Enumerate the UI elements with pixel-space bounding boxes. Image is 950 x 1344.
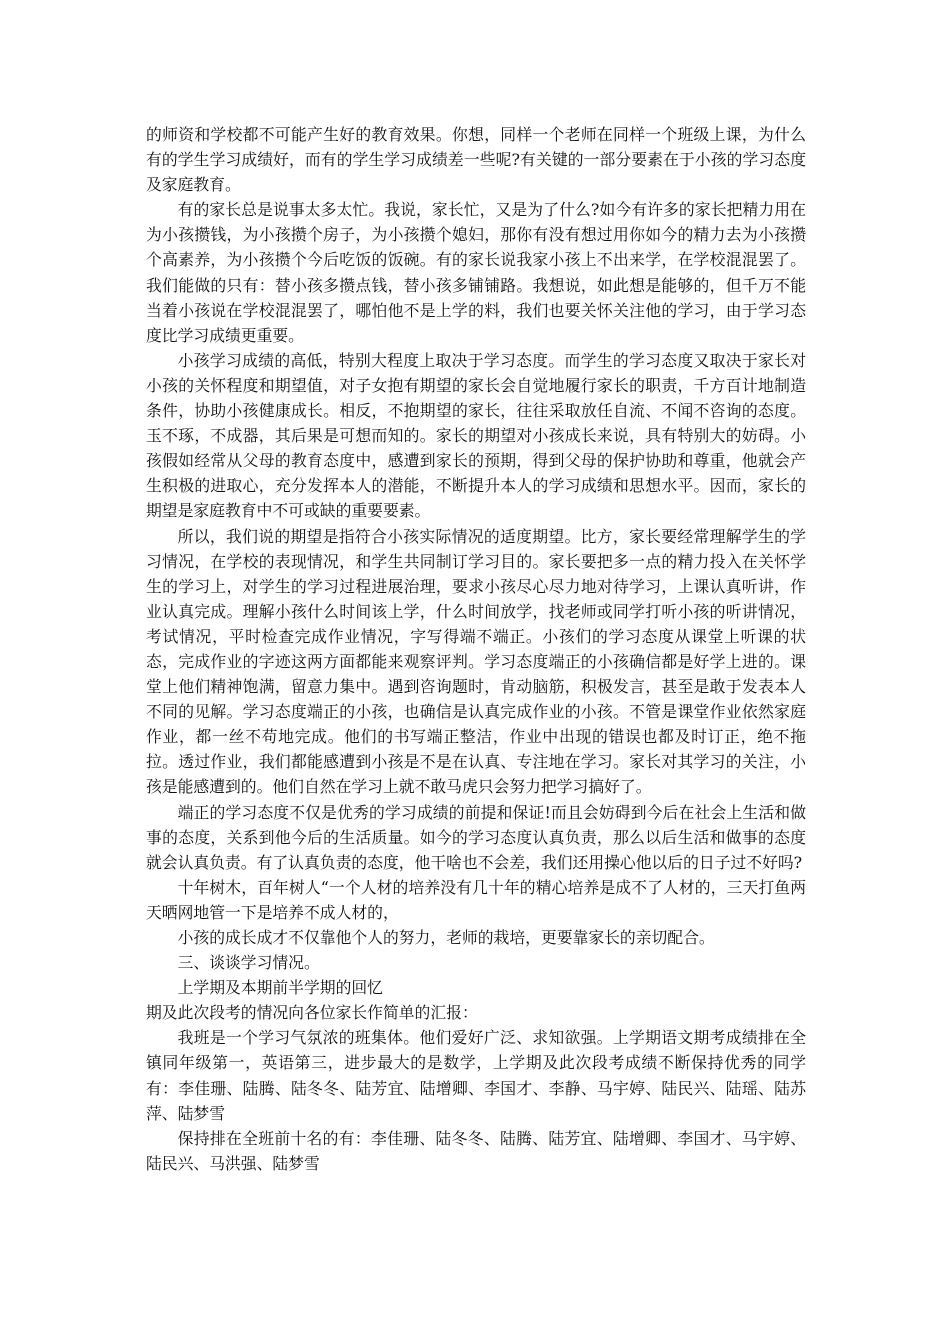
paragraph-proverb: 十年树木，百年树人“一个人材的培养没有几十年的精心培养是成不了人材的，三天打鱼两天晒网地管一下是培养不成人材的，	[146, 877, 806, 922]
paragraph-learning-attitude: 小孩学习成绩的高低，特别大程度上取决于学习态度。而学生的学习态度又取决于家长对小孩的关怀程度和期望值，对子女抱有期望的家长会自觉地履行家长的职责，千方百计地制造条件，协助小孩健康成长。相反，不抱期望的家长，往往采取放任自流、不闻不咨询的态度。玉不琢，不成器，其后果是可想而知的。家长的期望对小孩成长来说，具有特别大的妨碍。小孩假如经常从父母的教育态度中，感遭到家长的预期，得到父母的保护协助和尊重，他就会产生积极的进取心，充分发挥本人的潜能，不断提升本人的学习成绩和思想水平。因而，家长的期望是家庭教育中不可或缺的重要要素。	[146, 350, 806, 521]
paragraph-review-heading: 上学期及本期前半学期的回忆	[177, 978, 383, 998]
paragraph-growth: 小孩的成长成才不仅靠他个人的努力，老师的栽培，更要靠家长的亲切配合。	[177, 928, 715, 947]
paragraph-continuation: 的师资和学校都不可能产生好的教育效果。你想，同样一个老师在同样一个班级上课，为什么有的学生学习成绩好，而有的学生学习成绩差一些呢?有关键的一部分要素在于小孩的学习态度及家庭教育。	[146, 125, 806, 195]
paragraph-correct-attitude: 端正的学习态度不仅是优秀的学习成绩的前提和保证!而且会妨碍到今后在社会上生活和做事的态度，关系到他今后的生活质量。如今的学习态度认真负责，那么以后生活和做事的态度就会认真负责。有了认真负责的态度，他干啥也不会差，我们还用操心他以后的日子过不好吗?	[146, 802, 806, 872]
paragraph-report-intro: 期及此次段考的情况向各位家长作简单的汇报：	[146, 1003, 478, 1023]
paragraph-parents-busy: 有的家长总是说事太多太忙。我说，家长忙，又是为了什么?如今有许多的家长把精力用在为小孩攒钱，为小孩攒个房子，为小孩攒个媳妇，那你有没有想过用你如今的精力去为小孩攒个高素养，为小孩攒个今后吃饭的饭碗。有的家长说我家小孩上不出来学，在学校混混罢了。我们能做的只有：替小孩多攒点钱，替小孩多铺铺路。我想说，如此想是能够的，但千万不能当着小孩说在学校混混罢了，哪怕他不是上学的料，我们也要关怀关注他的学习，由于学习态度比学习成绩更重要。	[146, 200, 806, 345]
paragraph-top-ten: 保持排在全班前十名的有：李佳珊、陆冬冬、陆腾、陆芳宜、陆增卿、李国才、马宇婷、陆民兴、马洪强、陆梦雪	[146, 1128, 806, 1173]
paragraph-moderate-expectation: 所以，我们说的期望是指符合小孩实际情况的适度期望。比方，家长要经常理解学生的学习情况，在学校的表现情况，和学生共同制订学习目的。家长要把多一点的精力投入在关怀学生的学习上，对学生的学习过程进展治理，要求小孩尽心尽力地对待学习，上课认真听讲，作业认真完成。理解小孩什么时间该上学，什么时间放学，找老师或同学打听小孩的听讲情况，考试情况，平时检查完成作业情况，字写得端不端正。小孩们的学习态度从课堂上听课的状态，完成作业的字迹这两方面都能来观察评判。学习态度端正的小孩确信都是好学上进的。课堂上他们精神饱满，留意力集中。遇到咨询题时，肯动脑筋，积极发言，甚至是敢于发表本人不同的见解。学习态度端正的小孩，也确信是认真完成作业的小孩。不管是课堂作业依然家庭作业，都一丝不苟地完成。他们的书写端正整洁，作业中出现的错误也都及时订正，绝不拖拉。透过作业，我们都能感遭到小孩是不是在认真、专注地在学习。家长对其学习的关注，小孩是能感遭到的。他们自然在学习上就不敢马虎只会努力把学习搞好了。	[146, 526, 806, 797]
paragraph-class-overview: 我班是一个学习气氛浓的班集体。他们爱好广泛、求知欲强。上学期语文期考成绩排在全镇同年级第一，英语第三，进步最大的是数学，上学期及此次段考成绩不断保持优秀的同学有：李佳珊、陆腾、陆冬冬、陆芳宜、陆增卿、李国才、李静、马宇婷、陆民兴、陆瑶、陆苏萍、陆梦雪	[146, 1028, 806, 1123]
section-heading: 三、谈谈学习情况。	[177, 953, 320, 973]
document-page	[146, 122, 806, 1176]
